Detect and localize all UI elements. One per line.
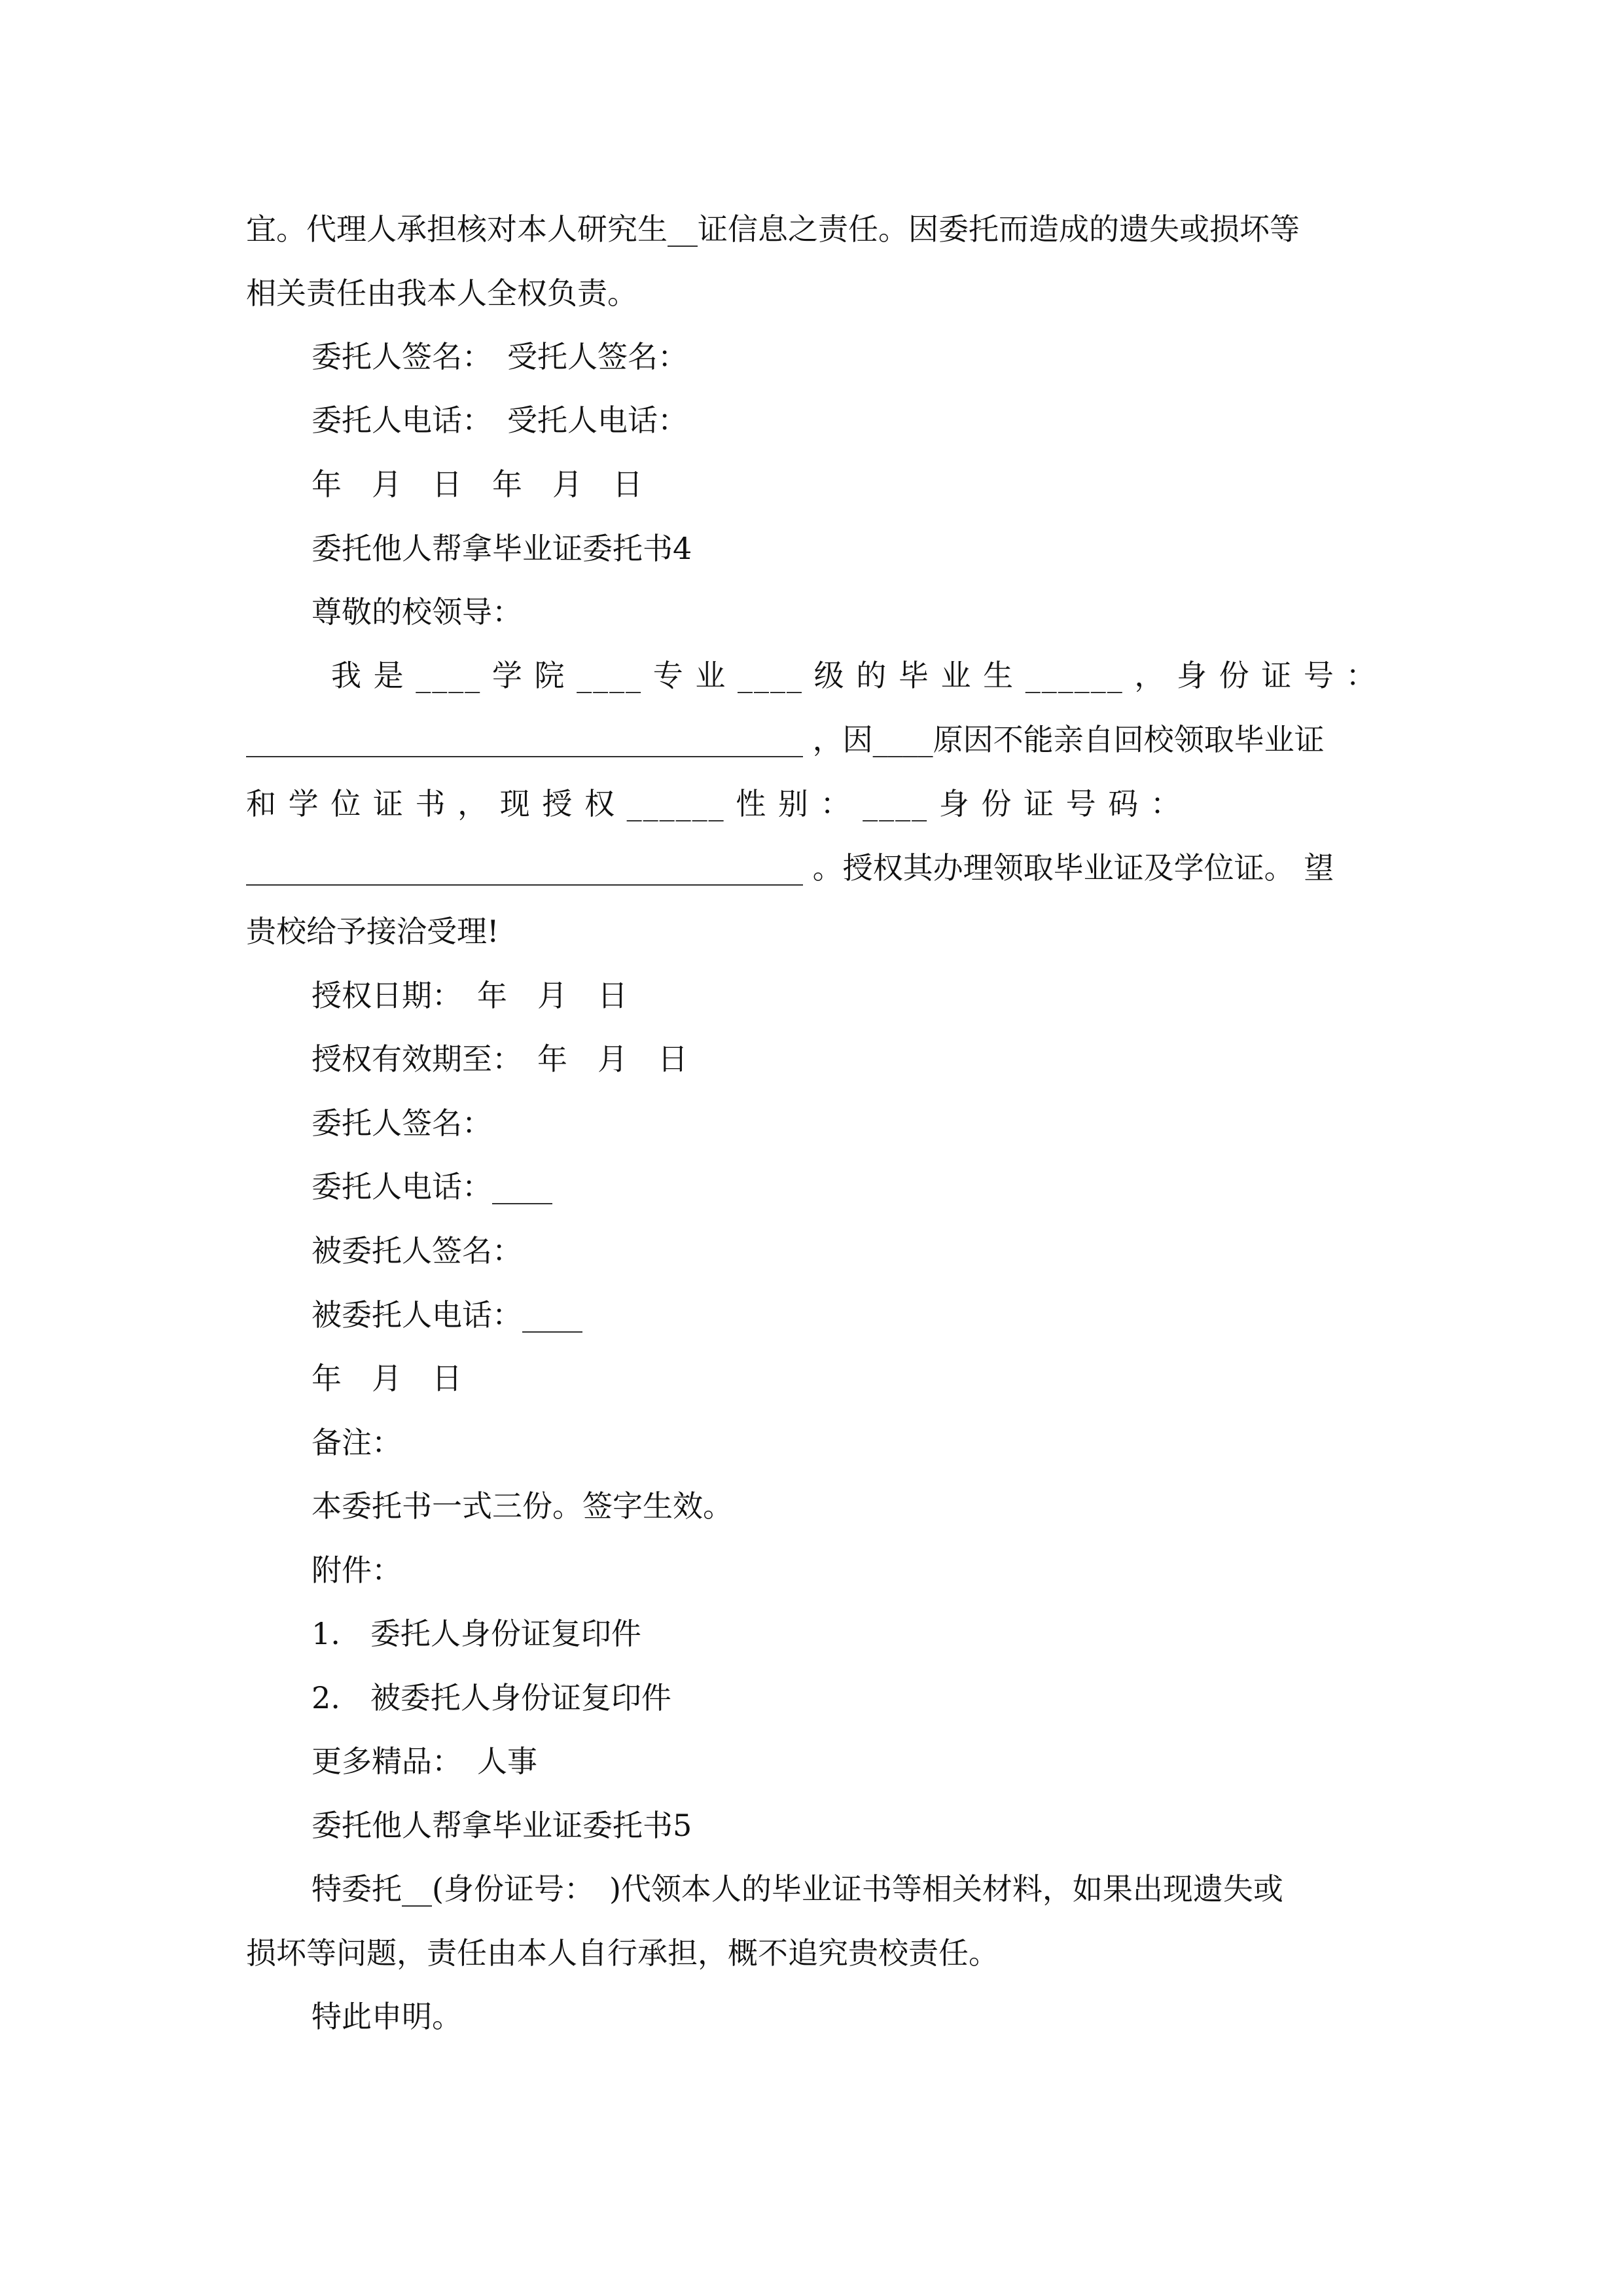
attachments-label: 附件： — [312, 1552, 402, 1588]
auth-date: 授权日期： 年 月 日 — [312, 978, 628, 1013]
notes-text: 本委托书一式三份。签字生效。 — [312, 1488, 733, 1524]
signature-line: 委托人签名： 受托人签名： — [312, 339, 688, 374]
notes-label: 备注： — [312, 1425, 402, 1460]
section4-heading: 委托他人帮拿毕业证委托书4 — [312, 531, 692, 566]
attachment-2: 2. 被委托人身份证复印件 — [312, 1680, 671, 1715]
section5-heading: 委托他人帮拿毕业证委托书5 — [312, 1808, 692, 1843]
date-line: 年 月 日 年 月 日 — [312, 467, 643, 502]
attachment-1: 1. 委托人身份证复印件 — [312, 1616, 641, 1651]
phone-line: 委托人电话： 受托人电话： — [312, 403, 688, 438]
section4-body-line-4: _____________________________________ 。授权其办理领取毕业证及学位证。 望 — [246, 850, 1334, 886]
continuation-line-2: 相关责任由我本人全权负责。 — [246, 276, 637, 311]
agent-phone: 被委托人电话：____ — [312, 1297, 582, 1333]
section4-body-line-1: 我 是 ____ 学 院 ____ 专 业 ____ 级 的 毕 业 生 ______ ， 身 份 证 号 ： — [331, 658, 1378, 693]
section5-body-line-2: 损坏等问题，责任由本人自行承担，概不追究贵校责任。 — [246, 1935, 999, 1971]
section5-body-line-1: 特委托__(身份证号： )代领本人的毕业证书等相关材料，如果出现遗失或 — [312, 1871, 1283, 1907]
client-phone: 委托人电话：____ — [312, 1169, 552, 1204]
more-link-text: 更多精品： 人事 — [312, 1744, 537, 1779]
client-sign: 委托人签名： — [312, 1105, 492, 1141]
section4-date: 年 月 日 — [312, 1361, 462, 1396]
section4-body-line-3: 和 学 位 证 书 ， 现 授 权 ______ 性 别 ： ____ 身 份 证 号 码 ： — [246, 786, 1182, 821]
section4-body-line-5: 贵校给予接洽受理! — [246, 914, 499, 949]
section4-salutation: 尊敬的校领导： — [312, 594, 522, 630]
agent-sign: 被委托人签名： — [312, 1233, 522, 1268]
section4-body-line-2: _____________________________________ ，因____原因不能亲自回校领取毕业证 — [246, 722, 1325, 757]
continuation-line-1: 宜。代理人承担核对本人研究生__证信息之责任。因委托而造成的遗失或损坏等 — [246, 211, 1300, 247]
section5-closing: 特此申明。 — [312, 1999, 462, 2034]
auth-valid: 授权有效期至： 年 月 日 — [312, 1041, 688, 1077]
